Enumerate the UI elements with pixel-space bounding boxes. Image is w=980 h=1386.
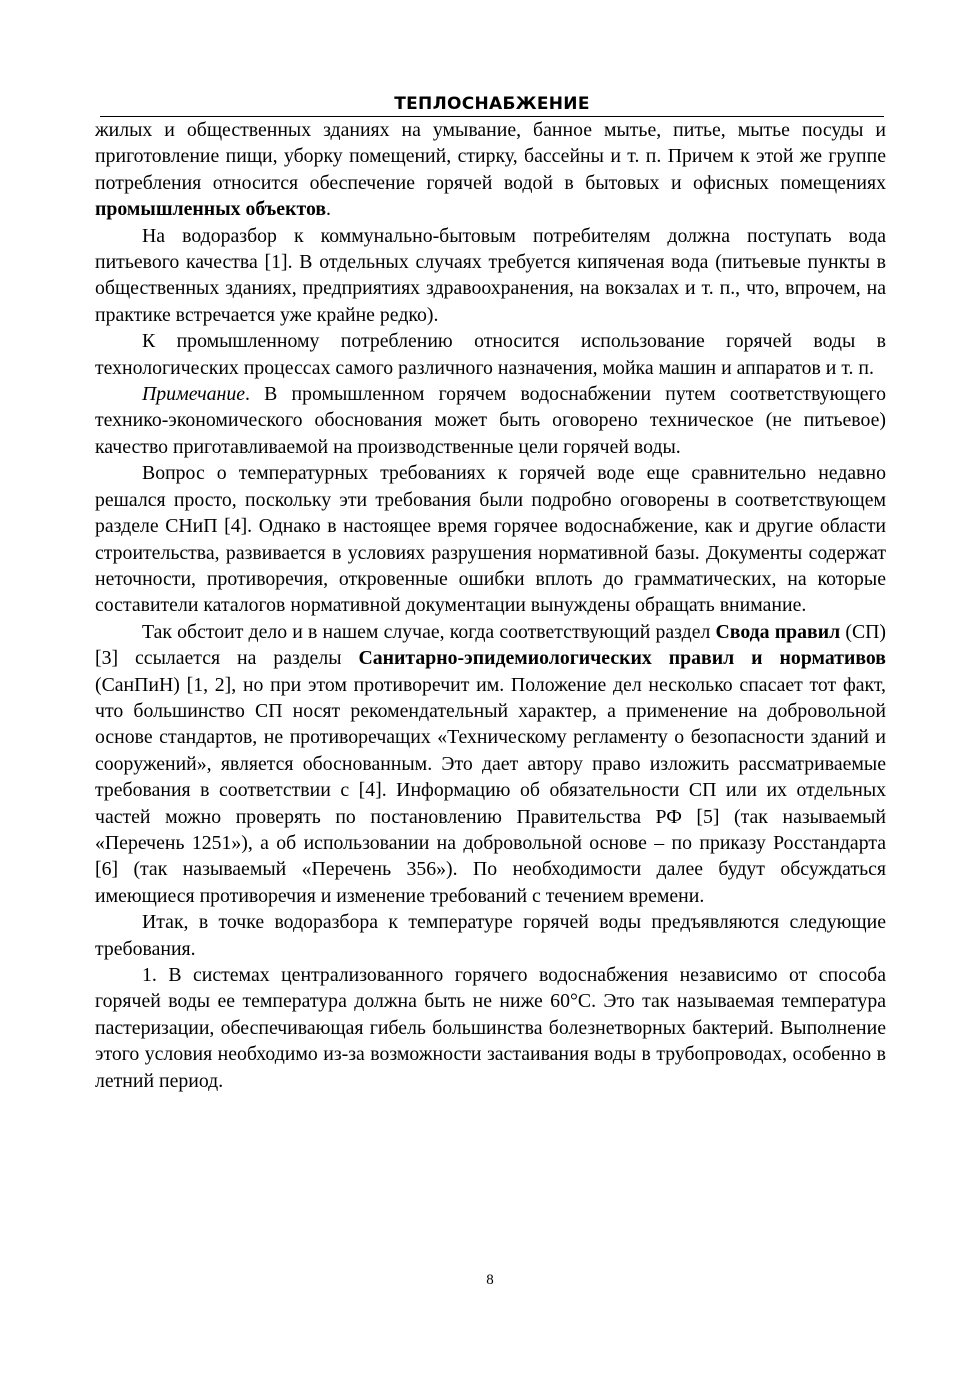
paragraph-1-text: жилых и общественных зданиях на умывание, банное мытье, питье, мытье посуды и приготовление пищи, уборку помещений, стирку, бассейны и т. п. Причем к этой же группе потребления относится обеспечение горячей водой в бытовых и офисных помещениях [95, 119, 886, 194]
paragraph-1-bold: промышленных объектов [95, 198, 327, 221]
paragraph-6-part3: (СанПиН) [1, 2], но при этом противоречит им. Положение дел несколько спасает тот факт, что большинство СП носят рекомендательный характер, а применение на добровольной основе стандартов, не противоречащих «Техническому регламенту о безопасности зданий и сооружений», является обоснованным. Это дает автору право изложить рассматриваемые требования в соответствии с [4]. Информацию об обязательности СП или их отдельных частей можно проверять по постановлению Правительства РФ [5] (так называемый «Перечень 1251»), а об использовании на добровольной основе – по приказу Росстандарта [6] (так называемый «Перечень 356»). По необходимости далее будут обсуждаться имеющиеся противоречия и изменение требований с течением времени. [95, 673, 886, 907]
paragraph-6-part1: Так обстоит дело и в нашем случае, когда соответствующий раздел [142, 620, 716, 643]
note-text: . В промышленном горячем водоснабжении путем соответствующего технико-экономического обоснования может быть оговорено техническое (не питьевое) качество приготавливаемой на производственные цели горячей воды. [95, 383, 886, 458]
paragraph-3: К промышленному потреблению относится использование горячей воды в технологических процессах самого различного назначения, мойка машин и аппаратов и т. п. [95, 330, 886, 379]
paragraph-8: 1. В системах централизованного горячего водоснабжения независимо от способа горячей воды ее температура должна быть не ниже 60°С. Это так называемая температура пастеризации, обеспечивающая гибель большинства болезнетворных бактерий. Выполнение этого условия необходимо из-за возможности застаивания воды в трубопроводах, особенно в летний период. [95, 964, 886, 1092]
running-head: ТЕПЛОСНАБЖЕНИЕ [394, 94, 590, 114]
paragraph-6-bold2: Санитарно-эпидемиологических правил и нормативов [358, 647, 886, 670]
paragraph-7: Итак, в точке водоразбора к температуре горячей воды предъявляются следующие требования. [95, 911, 886, 960]
paragraph-6-part2: (СП) [3] ссылается на разделы [95, 620, 887, 670]
paragraph-6 [95, 619, 886, 909]
paragraph-1 [95, 117, 886, 223]
note-label: Примечание [142, 383, 246, 406]
paragraph-2: На водоразбор к коммунально-бытовым потребителям должна поступать вода питьевого качества [1]. В отдельных случаях требуется кипяченая вода (питьевые пункты в общественных зданиях, предприятиях здравоохранения, на вокзалах и т. п., что, впрочем, на практике встречается уже крайне редко). [95, 224, 886, 326]
paragraph-6-bold1: Свода правил [715, 620, 841, 643]
body-text [95, 117, 886, 1094]
page-number: 8 [486, 1272, 494, 1288]
paragraph-1-end: . [326, 198, 331, 221]
paragraph-5: Вопрос о температурных требованиях к горячей воде еще сравнительно недавно решался просто, поскольку эти требования были подробно оговорены в соответствующем разделе СНиП [4]. Однако в настоящее время горячее водоснабжение, как и другие области строительства, развивается в условиях разрушения нормативной базы. Документы содержат неточности, противоречия, откровенные ошибки вплоть до грамматических, на которые составители каталогов нормативной документации вынуждены обращать внимание. [95, 462, 886, 617]
paragraph-note [95, 381, 886, 460]
